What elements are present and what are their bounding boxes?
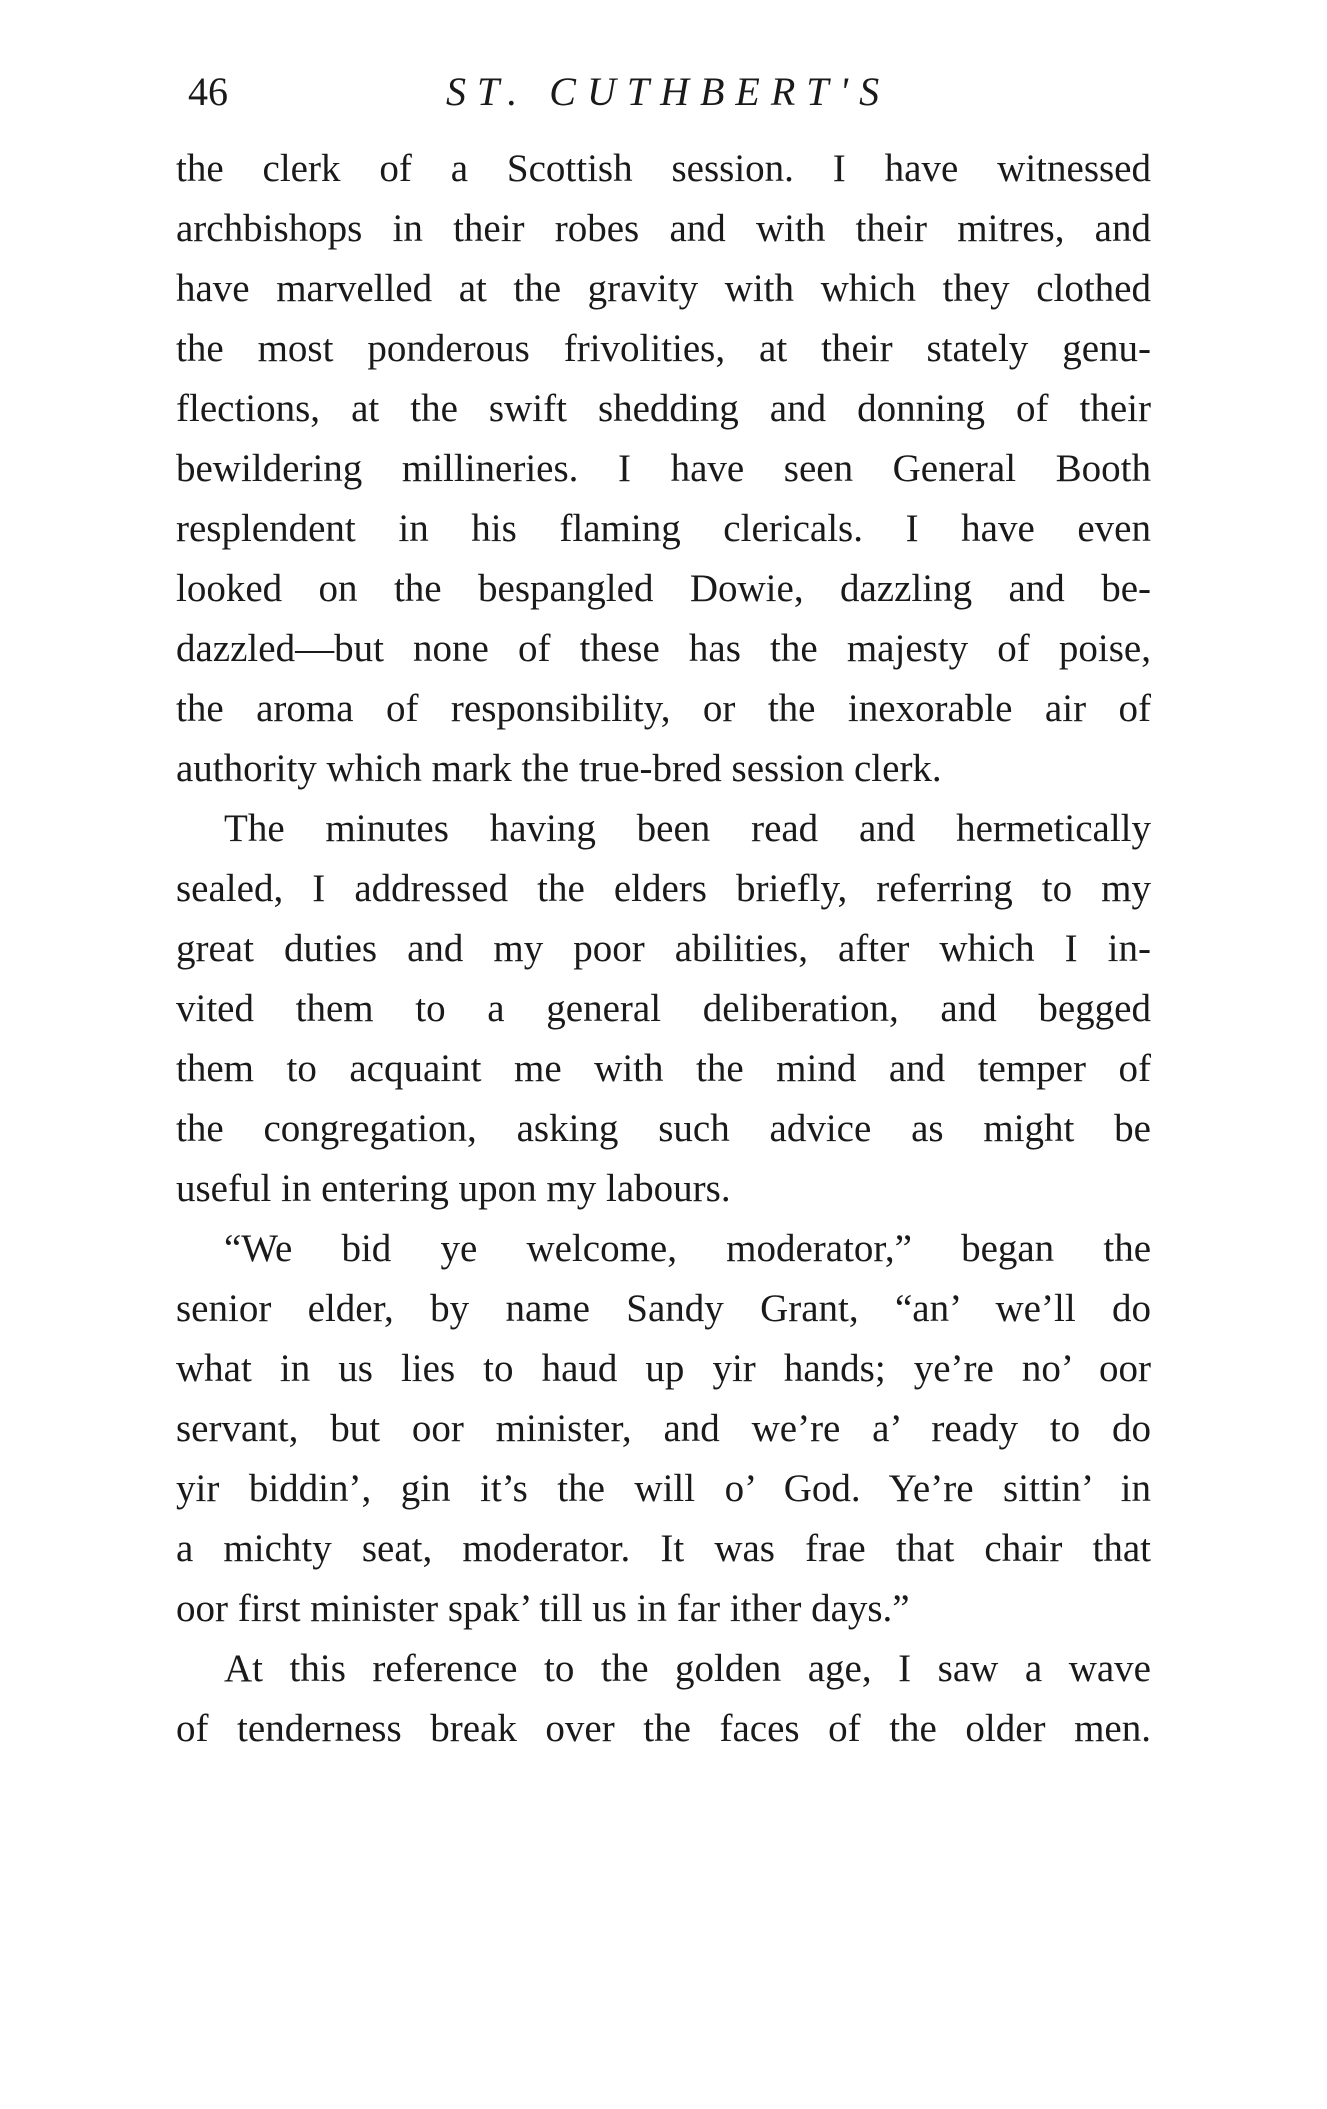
paragraph-4 [176, 1639, 1151, 1759]
running-head [176, 62, 1156, 122]
text-line: the congregation, asking such advice as might be [176, 1107, 1151, 1150]
text-line: looked on the bespangled Dowie, dazzling and be- [176, 567, 1151, 610]
text-line: the aroma of responsibility, or the inexorable air of [176, 687, 1151, 730]
text-line: senior elder, by name Sandy Grant, “an’ we’ll do [176, 1287, 1151, 1330]
paragraph-2 [176, 799, 1151, 1219]
text-line: dazzled—but none of these has the majesty of poise, [176, 627, 1151, 670]
text-line: what in us lies to haud up yir hands; ye’re no’ oor [176, 1347, 1151, 1390]
text-line: useful in entering upon my labours. [176, 1167, 731, 1210]
text-line: archbishops in their robes and with their mitres, and [176, 207, 1151, 250]
page-number: 46 [188, 69, 228, 114]
text-line: yir biddin’, gin it’s the will o’ God. Ye’re sittin’ in [176, 1467, 1151, 1510]
text-line: resplendent in his flaming clericals. I have even [176, 507, 1151, 550]
text-line: the most ponderous frivolities, at their stately genu- [176, 327, 1151, 370]
text-line: flections, at the swift shedding and donning of their [176, 387, 1151, 430]
text-line: servant, but oor minister, and we’re a’ ready to do [176, 1407, 1151, 1450]
text-line: “We bid ye welcome, moderator,” began the [224, 1227, 1151, 1270]
text-line: bewildering millineries. I have seen General Booth [176, 447, 1151, 490]
body-text [176, 139, 1151, 1759]
text-line: oor first minister spak’ till us in far ither days.” [176, 1587, 910, 1630]
text-line: authority which mark the true-bred session clerk. [176, 747, 942, 790]
text-line: sealed, I addressed the elders briefly, referring to my [176, 867, 1151, 910]
text-line: a michty seat, moderator. It was frae that chair that [176, 1527, 1151, 1570]
text-line: have marvelled at the gravity with which they clothed [176, 267, 1151, 310]
text-line: them to acquaint me with the mind and temper of [176, 1047, 1151, 1090]
text-line: great duties and my poor abilities, after which I in- [176, 927, 1151, 970]
text-line: of tenderness break over the faces of the older men. [176, 1707, 1151, 1750]
text-line: vited them to a general deliberation, and begged [176, 987, 1151, 1030]
text-line: At this reference to the golden age, I saw a wave [224, 1647, 1151, 1690]
paragraph-1 [176, 139, 1151, 799]
text-line: The minutes having been read and hermetically [224, 807, 1151, 850]
text-line: the clerk of a Scottish session. I have witnessed [176, 147, 1151, 190]
paragraph-3 [176, 1219, 1151, 1639]
running-title: ST. CUTHBERT'S [446, 69, 891, 114]
